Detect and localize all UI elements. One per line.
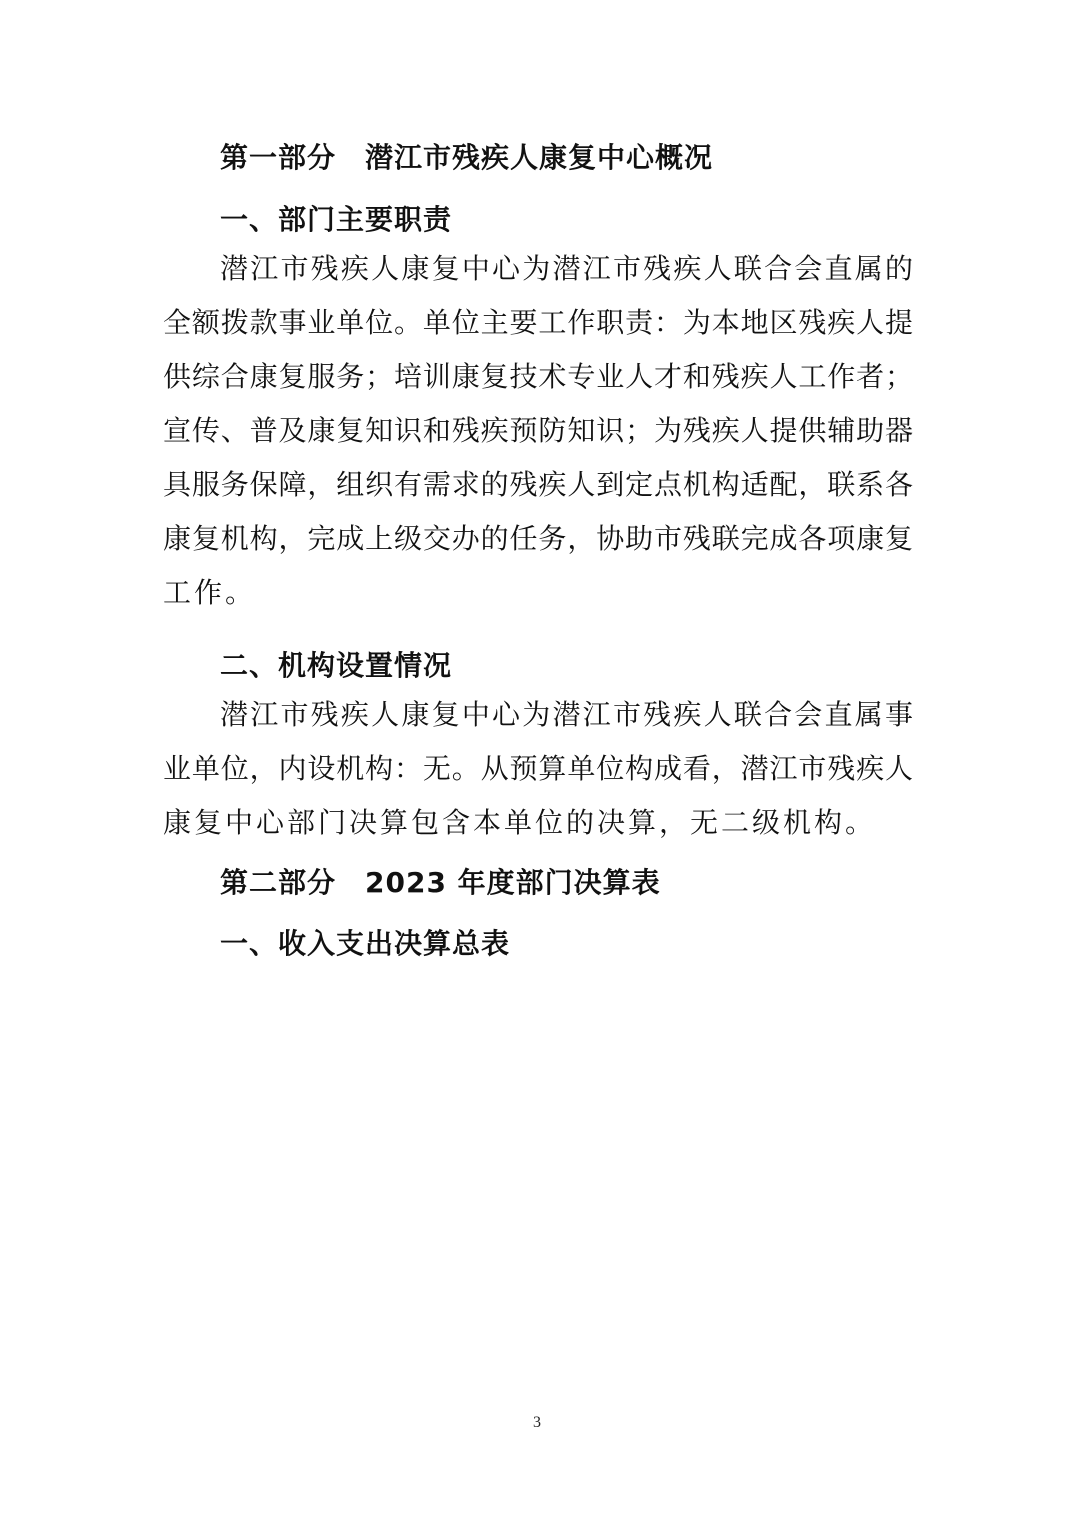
section-heading-summary-table: 一、收入支出决算总表 bbox=[220, 927, 511, 960]
section-heading-organization: 二、机构设置情况 bbox=[220, 649, 453, 682]
paragraph-line: 宣传、普及康复知识和残疾预防知识；为残疾人提供辅助器 bbox=[163, 414, 913, 447]
paragraph-line: 康复机构，完成上级交办的任务，协助市残联完成各项康复 bbox=[163, 522, 913, 555]
paragraph-line: 潜江市残疾人康复中心为潜江市残疾人联合会直属事 bbox=[220, 698, 913, 731]
paragraph-line: 康复中心部门决算包含本单位的决算，无二级机构。 bbox=[163, 806, 877, 839]
paragraph-line: 业单位，内设机构：无。从预算单位构成看，潜江市残疾人 bbox=[163, 752, 913, 785]
paragraph-line: 供综合康复服务；培训康复技术专业人才和残疾人工作者； bbox=[163, 360, 913, 393]
part-two-title: 第二部分 2023 年度部门决算表 bbox=[220, 866, 661, 899]
paragraph-line: 工作。 bbox=[163, 576, 257, 609]
page-number: 3 bbox=[533, 1414, 541, 1431]
paragraph-line: 潜江市残疾人康复中心为潜江市残疾人联合会直属的 bbox=[220, 252, 913, 285]
part-one-title: 第一部分 潜江市残疾人康复中心概况 bbox=[220, 141, 714, 174]
paragraph-line: 具服务保障，组织有需求的残疾人到定点机构适配，联系各 bbox=[163, 468, 913, 501]
paragraph-line: 全额拨款事业单位。单位主要工作职责：为本地区残疾人提 bbox=[163, 306, 913, 339]
section-heading-main-duties: 一、部门主要职责 bbox=[220, 203, 453, 236]
